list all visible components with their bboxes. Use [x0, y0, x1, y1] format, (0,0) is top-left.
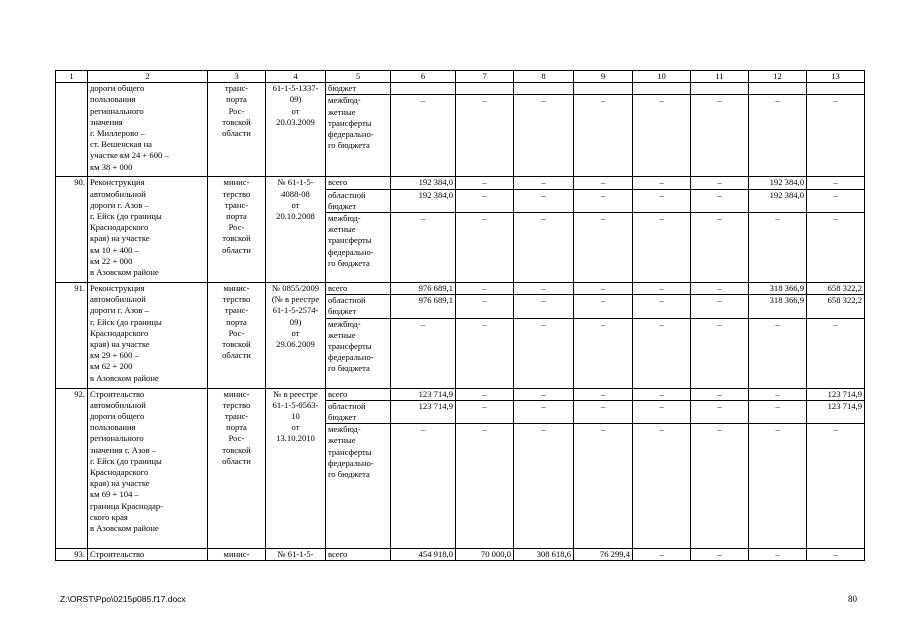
dash-cell: –	[749, 318, 807, 388]
dash-cell: –	[456, 189, 514, 212]
dash-cell: –	[391, 318, 456, 388]
amount-cell: 123 714,9	[391, 388, 456, 400]
column-number-7: 7	[456, 71, 514, 83]
dash-cell: –	[633, 400, 691, 423]
column-number-12: 12	[749, 71, 807, 83]
column-number-9: 9	[574, 71, 633, 83]
dash-cell: –	[749, 424, 807, 549]
funding-source: межбюд- жетные трансферты федерально- го бюджета	[326, 213, 391, 283]
dash-cell: –	[391, 95, 456, 177]
amount-cell: 70 000,0	[456, 549, 514, 561]
object-name: Строительство автомобильной дороги общего пользования регионального значения г. Азов – г. Ейск (до границы Краснодарского края) на участке км 69 + 104 – граница Краснодар- ского края в Азовском районе	[88, 388, 208, 549]
object-name: Строительство	[88, 549, 208, 561]
amount-cell: 123 714,9	[807, 388, 865, 400]
dash-cell: –	[807, 189, 865, 212]
dash-cell: –	[633, 295, 691, 318]
column-number-4: 4	[266, 71, 326, 83]
cont-empty-cell	[514, 83, 574, 95]
amount-cell: 123 714,9	[807, 400, 865, 423]
table-row	[56, 177, 865, 189]
object-name: Реконструкция автомобильной дороги г. Азов – г. Ейск (до границы Краснодарского края) на участке км 29 + 600 – км 62 + 200 в Азовском районе	[88, 283, 208, 389]
dash-cell: –	[691, 283, 749, 295]
column-number-3: 3	[208, 71, 266, 83]
column-number-1: 1	[56, 71, 88, 83]
dash-cell: –	[633, 388, 691, 400]
dash-cell: –	[574, 318, 633, 388]
organization: минис-	[208, 549, 266, 561]
dash-cell: –	[456, 318, 514, 388]
dash-cell: –	[691, 388, 749, 400]
dash-cell: –	[514, 177, 574, 189]
dash-cell: –	[514, 213, 574, 283]
budget-table	[55, 70, 865, 561]
dash-cell: –	[749, 95, 807, 177]
cont-object-name: дороги общего пользования регионального значения г. Миллерово – ст. Вешенская на участке км 24 + 600 – км 38 + 000	[88, 83, 208, 177]
cont-funding-source: бюджет	[326, 83, 391, 95]
amount-cell: 192 384,0	[749, 189, 807, 212]
row-number: 92.	[56, 388, 88, 549]
dash-cell: –	[574, 177, 633, 189]
cont-empty-cell	[749, 83, 807, 95]
dash-cell: –	[633, 177, 691, 189]
column-number-13: 13	[807, 71, 865, 83]
dash-cell: –	[514, 388, 574, 400]
dash-cell: –	[691, 213, 749, 283]
table-row	[56, 549, 865, 561]
dash-cell: –	[574, 95, 633, 177]
amount-cell: 123 714,9	[391, 400, 456, 423]
approval-document: № в реестре 61-1-5-0563- 10 от 13.10.2010	[266, 388, 326, 549]
column-number-6: 6	[391, 71, 456, 83]
dash-cell: –	[691, 95, 749, 177]
row-number: 91.	[56, 283, 88, 389]
dash-cell: –	[456, 177, 514, 189]
continued-row	[56, 83, 865, 95]
cont-empty-cell	[456, 83, 514, 95]
table-row	[56, 388, 865, 400]
dash-cell: –	[633, 283, 691, 295]
amount-cell: 658 322,2	[807, 283, 865, 295]
row-number: 93.	[56, 549, 88, 561]
organization: минис- терство транс- порта Рос- товской области	[208, 177, 266, 283]
dash-cell: –	[691, 189, 749, 212]
dash-cell: –	[691, 400, 749, 423]
dash-cell: –	[749, 400, 807, 423]
dash-cell: –	[807, 95, 865, 177]
approval-document: № 61-1-5-	[266, 549, 326, 561]
table-body	[56, 71, 865, 561]
funding-source: областной бюджет	[326, 400, 391, 423]
dash-cell: –	[514, 318, 574, 388]
dash-cell: –	[633, 424, 691, 549]
funding-source: всего	[326, 388, 391, 400]
organization: минис- терство транс- порта Рос- товской области	[208, 388, 266, 549]
dash-cell: –	[456, 95, 514, 177]
dash-cell: –	[514, 424, 574, 549]
amount-cell: 308 618,6	[514, 549, 574, 561]
cont-empty-cell	[633, 83, 691, 95]
column-number-2: 2	[88, 71, 208, 83]
column-number-10: 10	[633, 71, 691, 83]
dash-cell: –	[807, 177, 865, 189]
funding-source: всего	[326, 177, 391, 189]
cont-document: 61-1-5-1337- 09) от 20.03.2009	[266, 83, 326, 177]
object-name: Реконструкция автомобильной дороги г. Азов – г. Ейск (до границы Краснодарского края) на участке км 10 + 400 – км 22 + 000 в Азовском районе	[88, 177, 208, 283]
dash-cell: –	[456, 424, 514, 549]
funding-source: всего	[326, 549, 391, 561]
dash-cell: –	[691, 318, 749, 388]
dash-cell: –	[574, 388, 633, 400]
dash-cell: –	[456, 213, 514, 283]
cont-funding-source: межбюд- жетные трансферты федерально- го бюджета	[326, 95, 391, 177]
dash-cell: –	[574, 283, 633, 295]
dash-cell: –	[691, 424, 749, 549]
dash-cell: –	[456, 295, 514, 318]
cont-empty-cell	[807, 83, 865, 95]
approval-document: № 0855/2009 (№ в реестре 61-1-5-2574- 09) от 29.06.2009	[266, 283, 326, 389]
table-row	[56, 283, 865, 295]
column-number-row	[56, 71, 865, 83]
dash-cell: –	[514, 95, 574, 177]
amount-cell: 192 384,0	[749, 177, 807, 189]
dash-cell: –	[633, 318, 691, 388]
dash-cell: –	[514, 283, 574, 295]
dash-cell: –	[807, 318, 865, 388]
dash-cell: –	[574, 189, 633, 212]
footer-page-number: 80	[848, 594, 857, 604]
dash-cell: –	[456, 283, 514, 295]
dash-cell: –	[807, 549, 865, 561]
amount-cell: 454 918,0	[391, 549, 456, 561]
amount-cell: 318 366,9	[749, 283, 807, 295]
dash-cell: –	[633, 189, 691, 212]
dash-cell: –	[391, 424, 456, 549]
approval-document: № 61-1-5- 4088-08 от 20.10.2008	[266, 177, 326, 283]
dash-cell: –	[807, 424, 865, 549]
amount-cell: 192 384,0	[391, 189, 456, 212]
dash-cell: –	[574, 295, 633, 318]
dash-cell: –	[691, 177, 749, 189]
dash-cell: –	[514, 400, 574, 423]
dash-cell: –	[391, 213, 456, 283]
cont-empty-cell	[574, 83, 633, 95]
column-number-5: 5	[326, 71, 391, 83]
funding-source: всего	[326, 283, 391, 295]
column-number-8: 8	[514, 71, 574, 83]
amount-cell: 976 689,1	[391, 295, 456, 318]
dash-cell: –	[691, 549, 749, 561]
amount-cell: 658 322,2	[807, 295, 865, 318]
column-number-11: 11	[691, 71, 749, 83]
amount-cell: 192 384,0	[391, 177, 456, 189]
organization: минис- терство транс- порта Рос- товской области	[208, 283, 266, 389]
amount-cell: 318 366,9	[749, 295, 807, 318]
dash-cell: –	[514, 295, 574, 318]
dash-cell: –	[749, 388, 807, 400]
cont-num-cell	[56, 83, 88, 177]
amount-cell: 976 689,1	[391, 283, 456, 295]
funding-source: межбюд- жетные трансферты федерально- го бюджета	[326, 424, 391, 549]
dash-cell: –	[691, 295, 749, 318]
funding-source: межбюд- жетные трансферты федерально- го бюджета	[326, 318, 391, 388]
amount-cell: 76 299,4	[574, 549, 633, 561]
dash-cell: –	[456, 400, 514, 423]
funding-source: областной бюджет	[326, 295, 391, 318]
dash-cell: –	[749, 549, 807, 561]
dash-cell: –	[574, 400, 633, 423]
dash-cell: –	[456, 388, 514, 400]
cont-empty-cell	[391, 83, 456, 95]
dash-cell: –	[574, 213, 633, 283]
footer-file-path: Z:\ORST\Ppo\0215p085.f17.docx	[60, 594, 186, 604]
dash-cell: –	[807, 213, 865, 283]
cont-empty-cell	[691, 83, 749, 95]
dash-cell: –	[633, 95, 691, 177]
dash-cell: –	[749, 213, 807, 283]
dash-cell: –	[514, 189, 574, 212]
dash-cell: –	[633, 213, 691, 283]
dash-cell: –	[574, 424, 633, 549]
row-number: 90.	[56, 177, 88, 283]
funding-source: областной бюджет	[326, 189, 391, 212]
dash-cell: –	[633, 549, 691, 561]
cont-organization: транс- порта Рос- товской области	[208, 83, 266, 177]
